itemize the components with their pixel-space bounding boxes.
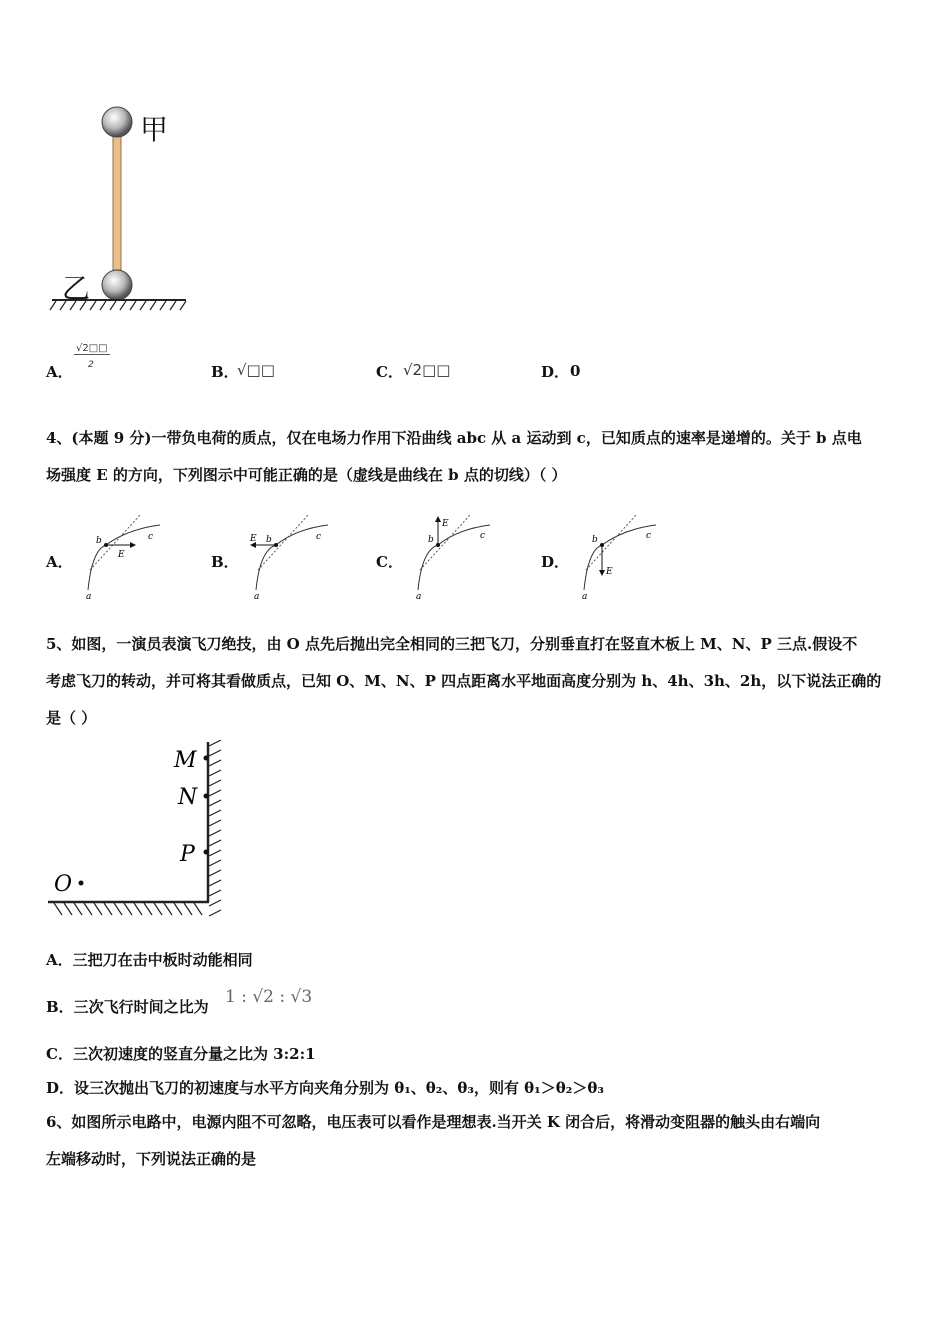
q5-option-d: D．设三次抛出飞刀的初速度与水平方向夹角分别为 θ₁、θ₂、θ₃，则有 θ₁＞θ₂＞θ₃	[46, 1079, 604, 1097]
q5-option-c: C．三次初速度的竖直分量之比为 3:2:1	[46, 1045, 316, 1063]
q4-b-label-c: c	[316, 532, 322, 542]
q6-text-line2: 左端移动时，下列说法正确的是	[46, 1150, 257, 1168]
q4-d-label-b: b	[592, 535, 598, 545]
q5-text-line3: 是（ ）	[46, 709, 97, 727]
q4-d-label-e: E	[606, 567, 613, 577]
q4-a-label-b: b	[96, 536, 102, 546]
q4-b-label-a: a	[254, 592, 260, 600]
q4-d-label-c: c	[646, 531, 652, 541]
q3-option-c-label: C．	[376, 363, 403, 381]
q4-option-a-label: A．	[46, 553, 73, 571]
ball-bottom	[102, 270, 132, 300]
q4-c-label-a: a	[416, 592, 422, 600]
point-o	[79, 881, 84, 886]
q3-option-a-denominator: 2	[88, 360, 94, 370]
q4-figure-b	[246, 515, 336, 600]
label-jia: 甲	[140, 113, 169, 146]
q4-figure-d	[574, 510, 664, 600]
q4-a-label-a: a	[86, 592, 92, 600]
q4-b-label-b: b	[266, 535, 272, 545]
q4-b-label-e: E	[250, 534, 257, 544]
label-p: P	[180, 842, 195, 867]
label-m: M	[174, 748, 197, 773]
rod	[113, 130, 121, 270]
q4-option-b-label: B．	[211, 553, 239, 571]
q4-c-label-b: b	[428, 535, 434, 545]
label-n: N	[178, 785, 198, 810]
point-p	[204, 850, 209, 855]
q4-option-d-label: D．	[541, 553, 570, 571]
q4-c-label-e: E	[442, 519, 449, 529]
q3-option-b-label: B．	[211, 363, 239, 381]
q3-option-c-value: √2□□	[403, 361, 451, 379]
label-o: O	[54, 872, 73, 897]
q3-option-d-value: 0	[570, 362, 581, 380]
q3-option-a-numerator: √2□□	[76, 343, 108, 354]
label-yi: 乙	[62, 272, 91, 305]
q4-a-label-e: E	[118, 550, 125, 560]
q5-option-b-ratio: 1 : √2 : √3	[225, 987, 313, 1007]
point-m	[204, 756, 209, 761]
q4-text-line2: 场强度 E 的方向，下列图示中可能正确的是（虚线是曲线在 b 点的切线）（ ）	[46, 466, 567, 484]
q3-option-b-value: √□□	[237, 361, 275, 379]
q4-c-label-c: c	[480, 531, 486, 541]
q4-a-label-c: c	[148, 532, 154, 542]
q3-option-d-label: D．	[541, 363, 570, 381]
q4-figure-a	[78, 515, 168, 600]
q4-figure-c	[408, 510, 498, 600]
point-n	[204, 794, 209, 799]
q5-text-line2: 考虑飞刀的转动，并可将其看做质点，已知 O、M、N、P 四点距离水平地面高度分别为 h、4h、3h、2h，以下说法正确的	[46, 672, 882, 690]
q4-d-label-a: a	[582, 592, 588, 600]
q4-text-line1: 4、(本题 9 分)一带负电荷的质点，仅在电场力作用下沿曲线 abc 从 a 运动到 c，已知质点的速率是递增的。关于 b 点电	[46, 429, 862, 447]
q4-option-c-label: C．	[376, 553, 403, 571]
q5-option-b: B．三次飞行时间之比为	[46, 998, 209, 1016]
q5-option-a: A．三把刀在击中板时动能相同	[46, 951, 253, 969]
q6-text-line1: 6、如图所示电路中，电源内阻不可忽略，电压表可以看作是理想表.当开关 K 闭合后，将滑动变阻器的触头由右端向	[46, 1113, 821, 1131]
ball-top	[102, 107, 132, 137]
q5-knife-figure	[44, 740, 234, 925]
q3-option-a-label: A．	[46, 363, 73, 381]
q5-text-line1: 5、如图，一演员表演飞刀绝技，由 O 点先后抛出完全相同的三把飞刀，分别垂直打在竖直木板上 M、N、P 三点.假设不	[46, 635, 858, 653]
